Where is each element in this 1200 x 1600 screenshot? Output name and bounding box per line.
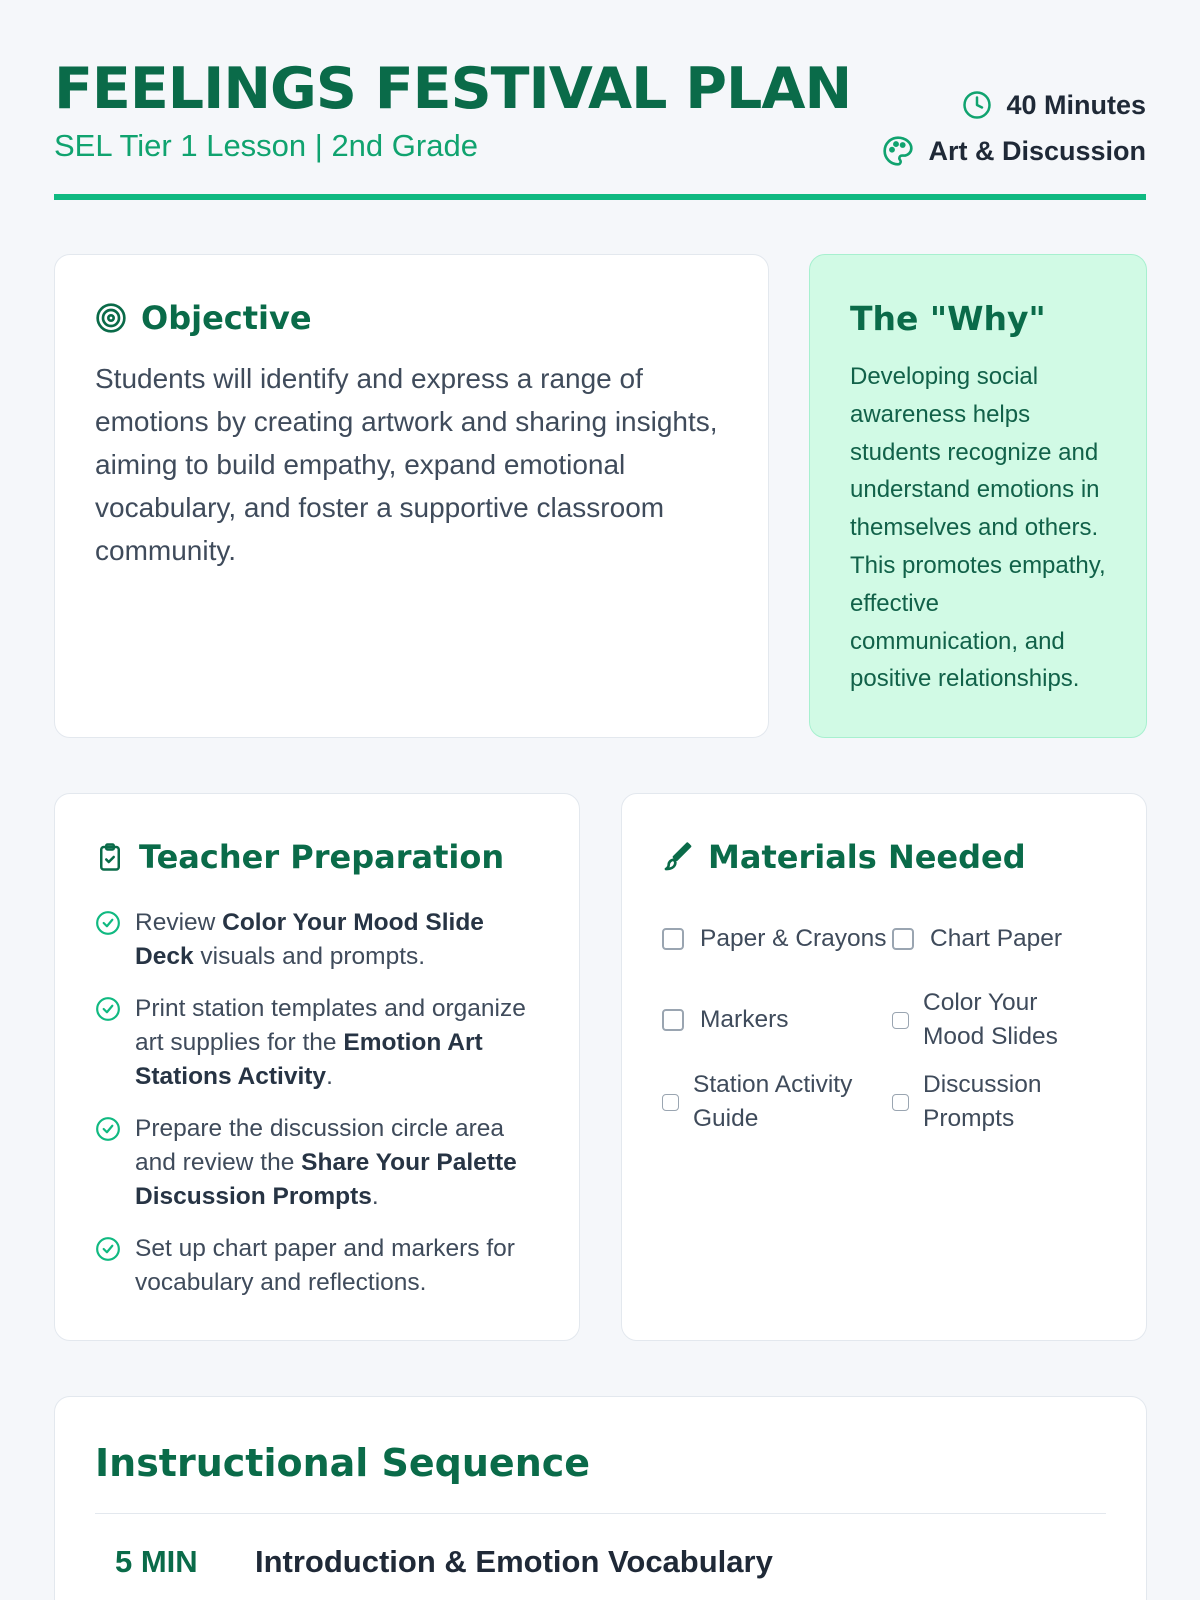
format-info [882,128,1146,174]
preparation-item [95,1232,539,1300]
page-header [54,0,1146,200]
preparation-item [95,906,539,974]
material-item-color-your-mood-slides[interactable] [892,986,1102,1054]
instructional-sequence-card [54,1396,1147,1600]
step-time: 5 MIN [115,1544,198,1579]
materials-heading-label: Materials Needed [708,838,1026,876]
material-label: Paper & Crayons [700,925,887,952]
material-item-paper-crayons[interactable] [662,906,892,972]
preparation-item-text: Set up chart paper and markers for vocabulary and reflections. [135,1235,515,1296]
preparation-heading [95,838,539,876]
sequence-heading: Instructional Sequence [95,1441,1106,1514]
material-item-markers[interactable] [662,986,892,1054]
page-subtitle: SEL Tier 1 Lesson | 2nd Grade [54,128,478,163]
objective-heading [95,299,728,337]
why-card [809,254,1147,738]
lesson-meta [882,82,1146,174]
material-item-discussion-prompts[interactable] [892,1068,1102,1136]
step-title: Introduction & Emotion Vocabulary [255,1544,773,1579]
material-checkbox[interactable] [892,928,914,950]
palette-icon [882,135,914,167]
why-text: Developing social awareness helps students recognize and understand emotions in themselves and others. This promotes empathy, effective communication, and positive relationships. [850,363,1106,693]
check-circle-icon [95,1116,121,1142]
material-checkbox[interactable] [892,1094,909,1111]
preparation-item [95,1112,539,1214]
materials-list [662,906,1106,1136]
material-checkbox[interactable] [892,1012,909,1029]
preparation-heading-label: Teacher Preparation [139,838,505,876]
teacher-preparation-card [54,793,580,1341]
duration-label: 40 Minutes [1006,89,1146,120]
material-label: Chart Paper [930,925,1063,952]
clock-icon [962,90,992,120]
objective-card [54,254,769,738]
check-circle-icon [95,910,121,936]
preparation-list [95,906,539,1300]
clipboard-check-icon [95,842,125,872]
duration-info [882,82,1146,128]
why-heading: The "Why" [850,299,1046,338]
preparation-item-text: Print station templates and organize art supplies for the Emotion Art Stations Activity. [135,995,526,1090]
target-icon [95,302,127,334]
material-label: Color Your Mood Slides [923,989,1058,1050]
material-checkbox[interactable] [662,928,684,950]
material-label: Station Activity Guide [693,1071,853,1132]
preparation-item [95,992,539,1094]
material-checkbox[interactable] [662,1009,684,1031]
brush-icon [662,841,694,873]
page-title: FEELINGS FESTIVAL PLAN [54,56,852,122]
materials-card [621,793,1147,1341]
objective-heading-label: Objective [141,299,312,337]
format-label: Art & Discussion [928,135,1146,166]
preparation-item-text: Prepare the discussion circle area and review the Share Your Palette Discussion Prompts. [135,1115,517,1210]
preparation-item-text: Review Color Your Mood Slide Deck visuals and prompts. [135,909,484,970]
check-circle-icon [95,996,121,1022]
objective-text: Students will identify and express a range of emotions by creating artwork and sharing insights, aiming to build empathy, expand emotional vocabulary, and foster a supportive classroom community. [95,363,718,566]
material-checkbox[interactable] [662,1094,679,1111]
material-label: Markers [700,1006,789,1033]
materials-heading [662,838,1106,876]
sequence-step [95,1544,1106,1580]
material-item-chart-paper[interactable] [892,906,1102,972]
material-label: Discussion Prompts [923,1071,1042,1132]
check-circle-icon [95,1236,121,1262]
material-item-station-activity-guide[interactable] [662,1068,892,1136]
